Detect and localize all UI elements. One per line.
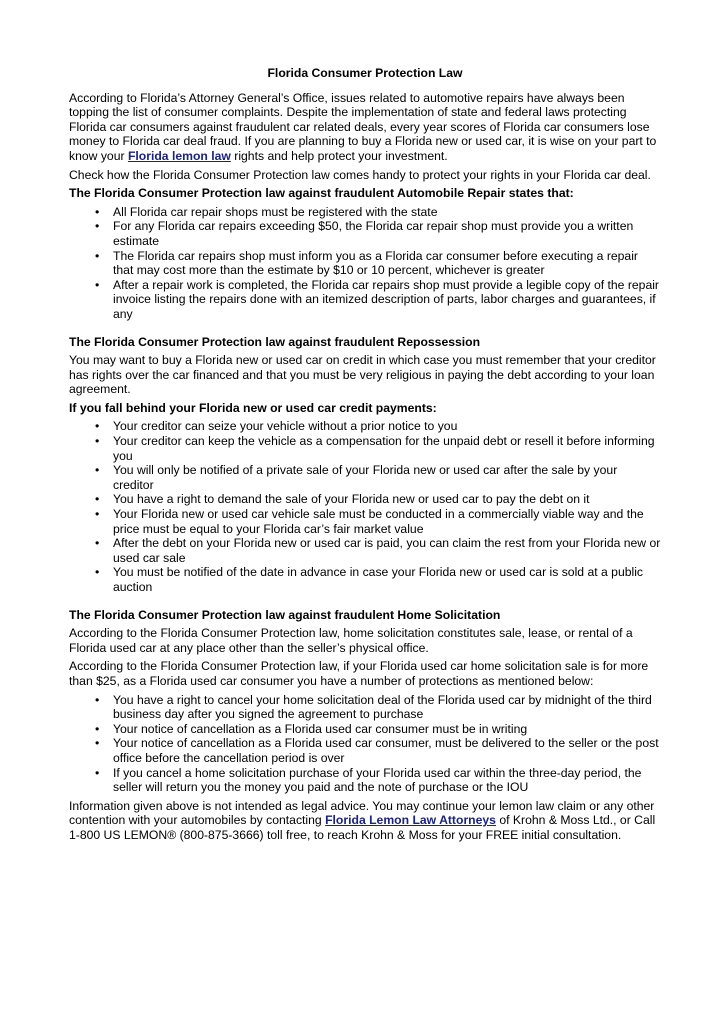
repair-heading: The Florida Consumer Protection law against fraudulent Automobile Repair states that: [69, 186, 574, 201]
bullet-icon: • [95, 565, 100, 580]
list-item: • You will only be notified of a private sale of your Florida new or used car after the sale by your creditor [95, 463, 618, 492]
document-page [69, 66, 661, 847]
home-solicitation-list [69, 693, 661, 795]
repair-list [69, 205, 661, 322]
closing-paragraph [69, 799, 661, 843]
list-item: • Your creditor can keep the vehicle as a compensation for the unpaid debt or resell it before informing you [95, 434, 655, 463]
repossession-subheading: If you fall behind your Florida new or used car credit payments: [69, 400, 437, 415]
bullet-icon: • [95, 721, 100, 736]
repossession-paragraph: You may want to buy a Florida new or used car on credit in which case you must remember that your creditor has rights over the car financed and that you must be very religious in paying the debt according to your loan agreement. [69, 353, 656, 397]
list-item: • Your Florida new or used car vehicle sale must be conducted in a commercially viable way and the price must be equal to your Florida car’s fair market value [95, 507, 644, 536]
bullet-icon: • [95, 434, 100, 449]
list-item: • Your creditor can seize your vehicle without a prior notice to you [95, 419, 458, 434]
list-item: • After the debt on your Florida new or used car is paid, you can claim the rest from your Florida new or used car sale [95, 536, 661, 565]
bullet-icon: • [95, 463, 100, 478]
repossession-heading: The Florida Consumer Protection law against fraudulent Repossession [69, 334, 481, 349]
intro-text-before: According to Florida’s Attorney General’s Office, issues related to automotive repairs have always been topping the list of consumer complaints. Despite the implementation of state and federal laws protecting Florida car consumers against fraudulent car related deals, every year scores of Florida car consumers lose money to Florida car deal fraud. If you are planning to buy a Florida new or used car, it is wise on your part to know your [69, 90, 657, 163]
intro-paragraph [69, 91, 661, 164]
bullet-icon: • [95, 692, 100, 707]
list-item: • All Florida car repair shops must be registered with the state [95, 204, 438, 219]
bullet-icon: • [95, 248, 100, 263]
bullet-icon: • [95, 536, 100, 551]
list-item: • You have a right to cancel your home solicitation deal of the Florida used car by midnight of the third business day after you signed the agreement to purchase [95, 692, 652, 722]
page-title: Florida Consumer Protection Law [267, 66, 463, 80]
closing-text-after: of Krohn & Moss Ltd., or Call 1-800 US LEMON® (800-875-3666) toll free, to reach Krohn & Moss for your FREE initial consultation. [69, 813, 656, 842]
bullet-icon: • [95, 507, 100, 522]
bullet-icon: • [95, 736, 100, 751]
home-paragraph-1: According to the Florida Consumer Protection law, home solicitation constitutes sale, lease, or rental of a Florida used car at any place other than the seller’s physical office. [69, 626, 633, 655]
list-item: • If you cancel a home solicitation purchase of your Florida used car within the three-day period, the seller will return you the money you paid and the note of purchase or the IOU [95, 765, 642, 795]
list-item: • Your notice of cancellation as a Florida used car consumer, must be delivered to the seller or the post office before the cancellation period is over [95, 736, 659, 765]
bullet-icon: • [95, 277, 100, 292]
list-item: • After a repair work is completed, the Florida car repairs shop must provide a legible copy of the repair invoice listing the repairs done with an itemized description of parts, labor charges and guarantees, if any [95, 277, 659, 321]
florida-lemon-law-attorneys-link[interactable]: Florida Lemon Law Attorneys [325, 813, 496, 828]
list-item: • The Florida car repairs shop must inform you as a Florida car consumer before executing a repair that may cost more than the estimate by $10 or 10 percent, whichever is greater [95, 248, 638, 278]
closing-text-before: Information given above is not intended as legal advice. You may continue your lemon law claim or any other contention with your automobiles by contacting [69, 798, 655, 828]
list-item: • For any Florida car repairs exceeding $50, the Florida car repair shop must provide you a written estimate [95, 219, 634, 248]
bullet-icon: • [95, 765, 100, 780]
list-item: • You must be notified of the date in advance in case your Florida new or used car is sold at a public auction [95, 565, 644, 594]
bullet-icon: • [95, 492, 100, 507]
bullet-icon: • [95, 219, 100, 234]
list-item: • You have a right to demand the sale of your Florida new or used car to pay the debt on it [95, 492, 590, 507]
bullet-icon: • [95, 419, 100, 434]
repossession-list [69, 419, 661, 594]
list-item: • Your notice of cancellation as a Florida used car consumer must be in writing [95, 721, 528, 736]
intro-text-after: rights and help protect your investment. [230, 148, 448, 163]
florida-lemon-law-link[interactable]: Florida lemon law [127, 148, 231, 163]
home-solicitation-heading: The Florida Consumer Protection law against fraudulent Home Solicitation [69, 607, 501, 622]
bullet-icon: • [95, 204, 100, 219]
home-paragraph-2: According to the Florida Consumer Protection law, if your Florida used car home solicitation sale is for more than $25, as a Florida used car consumer you have a number of protections as mentioned below: [69, 659, 649, 688]
check-paragraph: Check how the Florida Consumer Protection law comes handy to protect your rights in your Florida car deal. [69, 167, 651, 182]
